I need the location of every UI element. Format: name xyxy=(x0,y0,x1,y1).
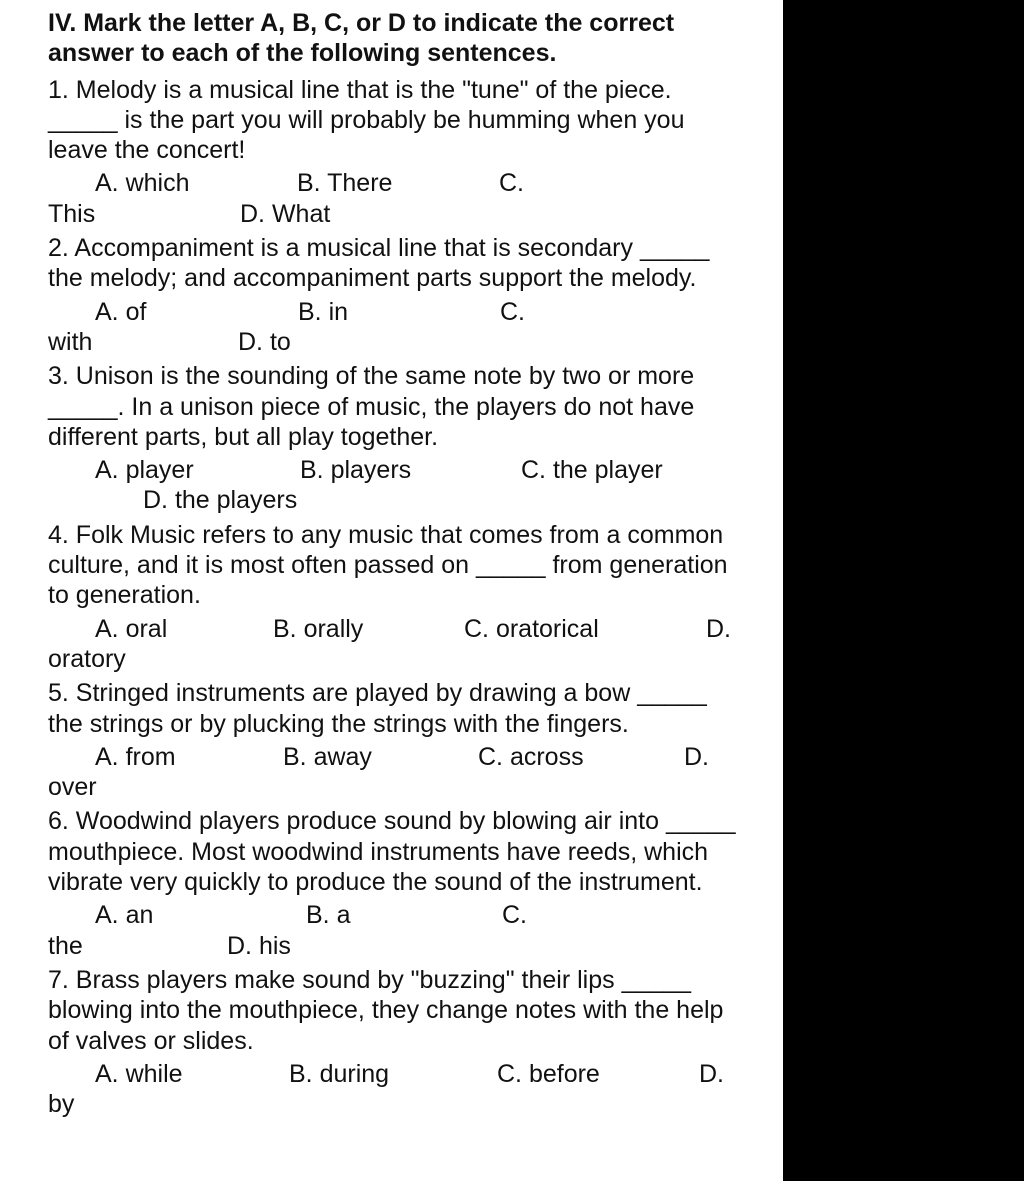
option-d[interactable]: D. xyxy=(706,614,731,643)
option-d[interactable]: D. xyxy=(699,1059,724,1088)
option-d[interactable]: D. xyxy=(684,742,709,771)
option-d[interactable]: D. to xyxy=(238,327,291,356)
question-5 xyxy=(48,678,748,802)
options xyxy=(48,614,748,675)
options xyxy=(48,168,748,229)
question-1 xyxy=(48,75,748,229)
option-b[interactable]: B. a xyxy=(306,901,351,930)
option-a[interactable]: A. player xyxy=(95,456,194,485)
options xyxy=(48,900,748,961)
option-a[interactable]: A. of xyxy=(95,297,147,326)
option-c[interactable]: C. the player xyxy=(521,456,663,485)
question-7 xyxy=(48,965,748,1119)
question-6 xyxy=(48,806,748,960)
option-c[interactable]: C. xyxy=(500,297,525,326)
option-d-text[interactable]: over xyxy=(48,773,97,802)
option-c[interactable]: C. before xyxy=(497,1059,600,1088)
question-stem: 7. Brass players make sound by "buzzing" their lips _____ blowing into the mouthpiece, they change notes with the help of valves or slides. xyxy=(48,965,724,1055)
option-b[interactable]: B. players xyxy=(300,456,412,485)
option-d-text[interactable]: by xyxy=(48,1090,75,1119)
question-stem: 6. Woodwind players produce sound by blowing air into _____ mouthpiece. Most woodwind instruments have reeds, which vibrate very quickly to produce the sound of the instrument. xyxy=(48,807,736,897)
option-d[interactable]: D. his xyxy=(227,931,291,960)
option-b[interactable]: B. during xyxy=(289,1059,390,1088)
option-c[interactable]: C. across xyxy=(478,742,584,771)
option-d[interactable]: D. the players xyxy=(143,486,298,515)
option-b[interactable]: B. orally xyxy=(273,614,364,643)
option-b[interactable]: B. in xyxy=(298,297,349,326)
question-stem: 3. Unison is the sounding of the same note by two or more _____. In a unison piece of music, the players do not have different parts, but all play together. xyxy=(48,362,695,451)
section-heading: IV. Mark the letter A, B, C, or D to indicate the correct answer to each of the following sentences. xyxy=(48,9,675,68)
question-2 xyxy=(48,233,748,357)
question-4 xyxy=(48,520,748,674)
worksheet-content xyxy=(48,8,748,1123)
option-a[interactable]: A. while xyxy=(95,1059,183,1088)
question-stem: 1. Melody is a musical line that is the "tune" of the piece. _____ is the part you will probably be humming when you leave the concert! xyxy=(48,75,685,165)
options xyxy=(48,742,748,803)
option-d[interactable]: D. What xyxy=(240,199,331,228)
question-stem: 5. Stringed instruments are played by drawing a bow _____ the strings or by plucking the strings with the fingers. xyxy=(48,679,707,738)
question-stem: 4. Folk Music refers to any music that comes from a common culture, and it is most often passed on _____ from generation to generation. xyxy=(48,520,728,610)
options xyxy=(48,1059,748,1120)
option-a[interactable]: A. which xyxy=(95,169,190,198)
option-c-text[interactable]: with xyxy=(48,327,93,356)
option-a[interactable]: A. an xyxy=(95,901,154,930)
option-c[interactable]: C. oratorical xyxy=(464,614,599,643)
option-b[interactable]: B. away xyxy=(283,742,372,771)
option-c[interactable]: C. xyxy=(502,901,527,930)
options xyxy=(48,455,748,516)
options xyxy=(48,297,748,358)
option-c-text[interactable]: the xyxy=(48,931,83,960)
option-c[interactable]: C. xyxy=(499,169,524,198)
question-3 xyxy=(48,361,748,515)
option-a[interactable]: A. oral xyxy=(95,614,168,643)
option-d-text[interactable]: oratory xyxy=(48,644,126,673)
option-a[interactable]: A. from xyxy=(95,742,176,771)
question-stem: 2. Accompaniment is a musical line that is secondary _____ the melody; and accompaniment parts support the melody. xyxy=(48,234,710,293)
option-c-text[interactable]: This xyxy=(48,199,96,228)
option-b[interactable]: B. There xyxy=(297,169,393,198)
